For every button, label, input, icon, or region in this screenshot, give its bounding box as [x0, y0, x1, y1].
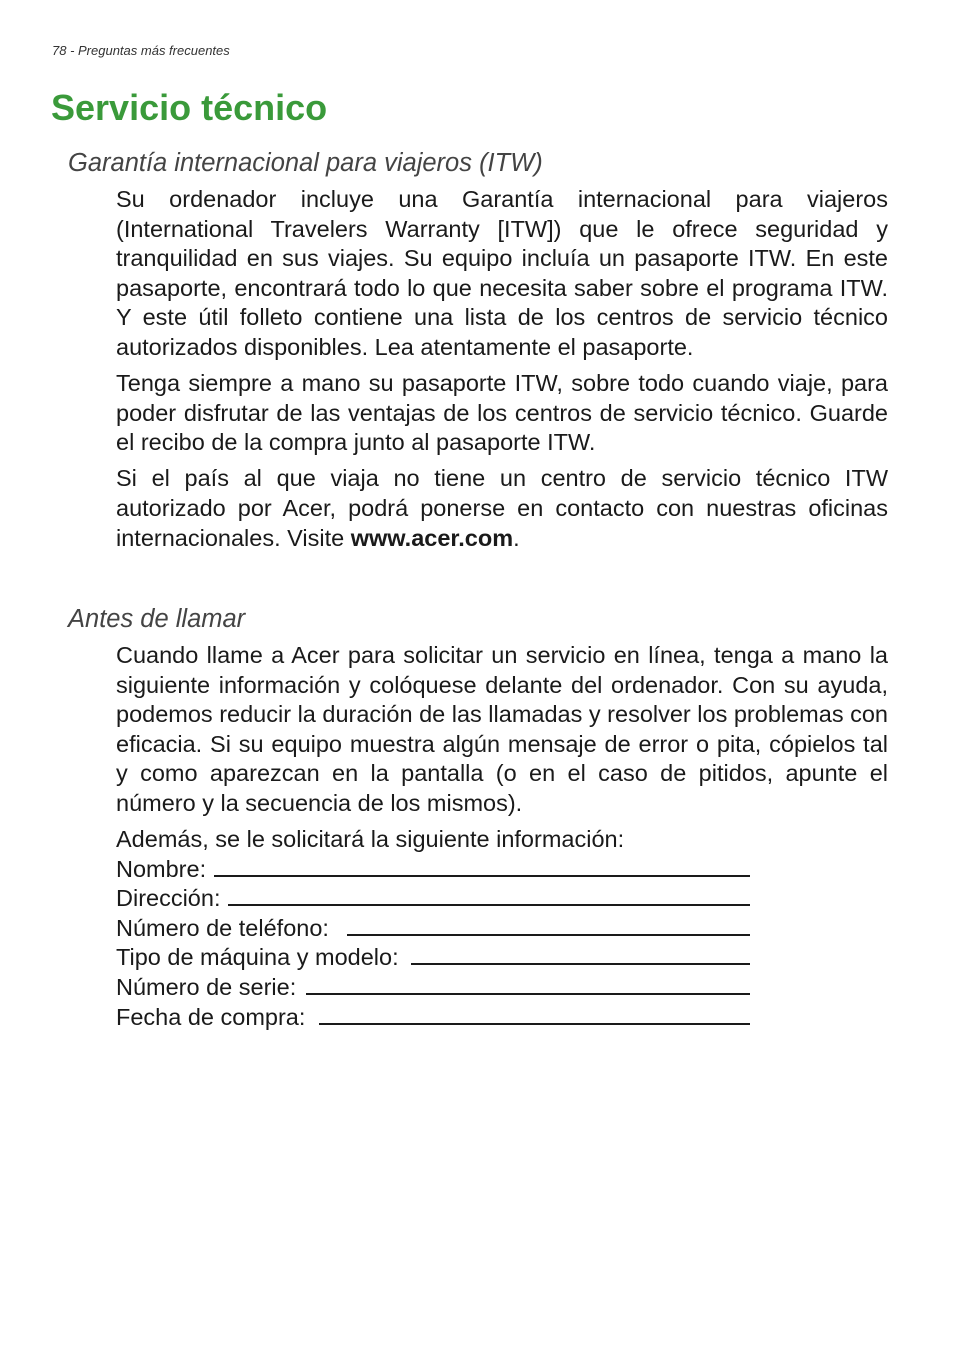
- paragraph: Su ordenador incluye una Garantía internacional para viajeros (International Travelers Warranty [ITW]) que le ofrece seguridad y tranquilidad en sus viajes. Su equipo incluía un pasaporte ITW. En este pasaporte, encontrará todo lo que necesita saber sobre el programa ITW. Y este útil folleto contiene una lista de los centros de servicio técnico autorizados disponibles. Lea atentamente el pasaporte.: [116, 186, 888, 360]
- field-label: Número de teléfono:: [116, 914, 329, 941]
- blank-line: [347, 914, 750, 936]
- form-row-phone: [116, 914, 750, 944]
- paragraph: [116, 464, 888, 553]
- page-title: Servicio técnico: [51, 87, 328, 128]
- field-label: Tipo de máquina y modelo:: [116, 944, 399, 971]
- info-form: [116, 855, 750, 1033]
- section-heading-itw: Garantía internacional para viajeros (ITW): [68, 149, 543, 177]
- form-row-name: [116, 855, 750, 885]
- blank-line: [411, 943, 750, 965]
- paragraph: Cuando llame a Acer para solicitar un servicio en línea, tenga a mano la siguiente información y colóquese delante del ordenador. Con su ayuda, podemos reducir la duración de las llamadas y resolver los problemas con eficacia. Si su equipo muestra algún mensaje de error o pita, cópielos tal y como aparezcan en la pantalla (o en el caso de pitidos, apunte el número y la secuencia de los mismos).: [116, 642, 888, 816]
- field-label: Fecha de compra:: [116, 1003, 306, 1030]
- running-header: 78 - Preguntas más frecuentes: [52, 43, 230, 58]
- form-row-serial: [116, 973, 750, 1003]
- field-label: Nombre:: [116, 855, 207, 882]
- section-body-before-calling: [116, 641, 888, 1032]
- paragraph: Además, se le solicitará la siguiente información:: [116, 826, 625, 853]
- field-label: Número de serie:: [116, 974, 297, 1001]
- blank-line: [306, 973, 750, 995]
- acer-website-link[interactable]: www.acer.com: [350, 524, 514, 551]
- field-label: Dirección:: [116, 885, 221, 912]
- section-heading-before-calling: Antes de llamar: [68, 605, 246, 633]
- paragraph-text: Si el país al que viaja no tiene un centro de servicio técnico ITW autorizado por Acer, podrá ponerse en contacto con nuestras oficinas internacionales. Visite: [116, 465, 888, 551]
- paragraph: Tenga siempre a mano su pasaporte ITW, sobre todo cuando viaje, para poder disfrutar de las ventajas de los centros de servicio técnico. Guarde el recibo de la compra junto al pasaporte ITW.: [116, 370, 888, 456]
- form-row-address: [116, 884, 750, 914]
- blank-line: [319, 1003, 750, 1025]
- blank-line: [228, 884, 750, 906]
- section-body-itw: [116, 185, 888, 560]
- form-row-model: [116, 943, 750, 973]
- blank-line: [214, 855, 750, 877]
- form-row-purchase-date: [116, 1003, 750, 1033]
- paragraph-end: .: [513, 524, 520, 551]
